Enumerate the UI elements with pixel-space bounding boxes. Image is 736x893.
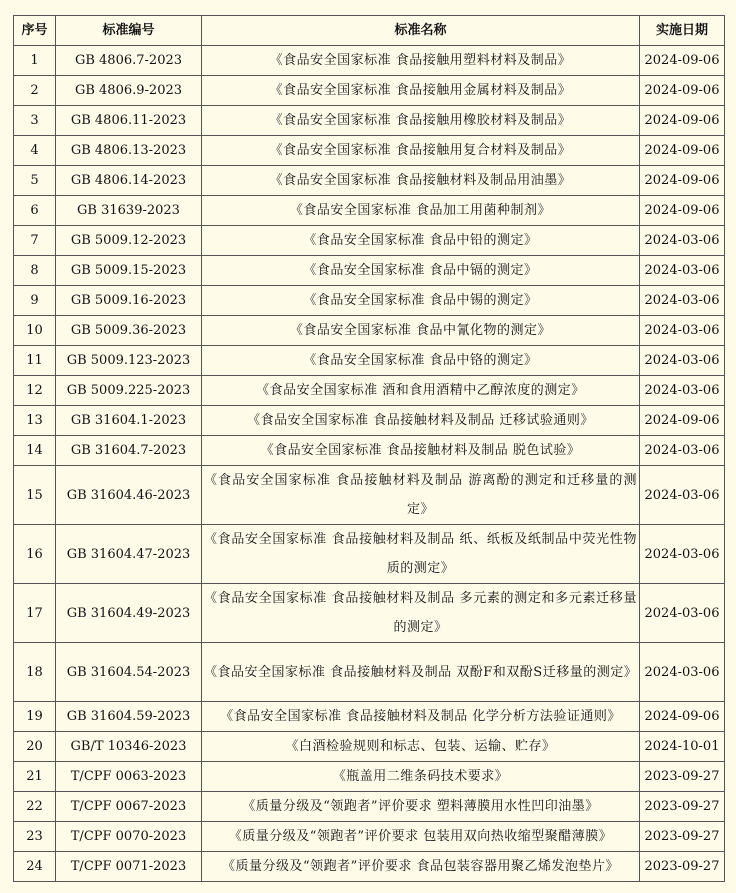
row-no: 7	[14, 226, 56, 256]
row-no: 19	[14, 702, 56, 732]
row-name: 《食品安全国家标准 食品接触材料及制品 迁移试验通则》	[202, 406, 640, 436]
row-date: 2024-03-06	[640, 316, 725, 346]
row-code: GB/T 10346-2023	[56, 732, 202, 762]
table-row	[14, 196, 725, 226]
row-name: 《食品安全国家标准 食品接触材料及制品 脱色试验》	[202, 436, 640, 466]
row-no: 2	[14, 76, 56, 106]
row-name: 《质量分级及“领跑者”评价要求 塑料薄膜用水性凹印油墨》	[202, 792, 640, 822]
row-name: 《食品安全国家标准 食品接触材料及制品用油墨》	[202, 166, 640, 196]
row-name: 《食品安全国家标准 食品接触用金属材料及制品》	[202, 76, 640, 106]
row-no: 14	[14, 436, 56, 466]
table-row	[14, 436, 725, 466]
row-no: 1	[14, 46, 56, 76]
row-date: 2024-10-01	[640, 732, 725, 762]
table-body	[14, 46, 725, 882]
row-code: GB 5009.15-2023	[56, 256, 202, 286]
row-name: 《食品安全国家标准 食品接触用塑料材料及制品》	[202, 46, 640, 76]
row-name: 《食品安全国家标准 食品中镉的测定》	[202, 256, 640, 286]
row-date: 2024-03-06	[640, 256, 725, 286]
row-date: 2024-03-06	[640, 466, 725, 525]
row-code: GB 5009.36-2023	[56, 316, 202, 346]
row-name: 《食品安全国家标准 酒和食用酒精中乙醇浓度的测定》	[202, 376, 640, 406]
row-date: 2024-03-06	[640, 643, 725, 702]
row-date: 2024-03-06	[640, 584, 725, 643]
table-row	[14, 525, 725, 584]
row-date: 2024-03-06	[640, 226, 725, 256]
table-row	[14, 346, 725, 376]
row-code: T/CPF 0070-2023	[56, 822, 202, 852]
row-no: 9	[14, 286, 56, 316]
row-code: GB 31604.1-2023	[56, 406, 202, 436]
row-no: 21	[14, 762, 56, 792]
row-code: GB 31604.47-2023	[56, 525, 202, 584]
row-name: 《食品安全国家标准 食品接触材料及制品 化学分析方法验证通则》	[202, 702, 640, 732]
table-row	[14, 46, 725, 76]
table-row	[14, 466, 725, 525]
row-name: 《食品安全国家标准 食品中氰化物的测定》	[202, 316, 640, 346]
row-no: 10	[14, 316, 56, 346]
table-row	[14, 732, 725, 762]
row-date: 2023-09-27	[640, 792, 725, 822]
row-no: 16	[14, 525, 56, 584]
header-code: 标准编号	[56, 16, 202, 46]
standards-table	[13, 15, 725, 882]
row-date: 2024-03-06	[640, 376, 725, 406]
table-row	[14, 643, 725, 702]
row-name: 《瓶盖用二维条码技术要求》	[202, 762, 640, 792]
row-no: 20	[14, 732, 56, 762]
row-no: 15	[14, 466, 56, 525]
row-date: 2024-09-06	[640, 166, 725, 196]
row-code: GB 4806.11-2023	[56, 106, 202, 136]
row-code: T/CPF 0063-2023	[56, 762, 202, 792]
row-no: 18	[14, 643, 56, 702]
row-code: GB 31604.49-2023	[56, 584, 202, 643]
row-date: 2024-09-06	[640, 136, 725, 166]
table-row	[14, 584, 725, 643]
row-no: 4	[14, 136, 56, 166]
row-date: 2024-03-06	[640, 525, 725, 584]
header-no: 序号	[14, 16, 56, 46]
row-code: GB 5009.12-2023	[56, 226, 202, 256]
row-code: GB 5009.16-2023	[56, 286, 202, 316]
row-code: GB 31604.59-2023	[56, 702, 202, 732]
table-row	[14, 702, 725, 732]
row-no: 3	[14, 106, 56, 136]
table-row	[14, 166, 725, 196]
table-row	[14, 792, 725, 822]
row-no: 11	[14, 346, 56, 376]
row-code: GB 5009.123-2023	[56, 346, 202, 376]
table-row	[14, 286, 725, 316]
row-code: GB 4806.14-2023	[56, 166, 202, 196]
table-row	[14, 316, 725, 346]
row-name: 《食品安全国家标准 食品中锡的测定》	[202, 286, 640, 316]
row-code: GB 5009.225-2023	[56, 376, 202, 406]
row-name: 《食品安全国家标准 食品接触材料及制品 多元素的测定和多元素迁移量的测定》	[202, 584, 640, 643]
row-name: 《食品安全国家标准 食品接触材料及制品 游离酚的测定和迁移量的测定》	[202, 466, 640, 525]
row-name: 《食品安全国家标准 食品中铅的测定》	[202, 226, 640, 256]
row-code: GB 4806.13-2023	[56, 136, 202, 166]
table-row	[14, 106, 725, 136]
row-code: GB 4806.7-2023	[56, 46, 202, 76]
row-date: 2024-09-06	[640, 406, 725, 436]
row-name: 《食品安全国家标准 食品接触材料及制品 双酚F和双酚S迁移量的测定》	[202, 643, 640, 702]
row-date: 2024-09-06	[640, 46, 725, 76]
row-code: GB 31639-2023	[56, 196, 202, 226]
table-row	[14, 762, 725, 792]
table-row	[14, 136, 725, 166]
row-code: GB 31604.54-2023	[56, 643, 202, 702]
row-name: 《食品安全国家标准 食品加工用菌种制剂》	[202, 196, 640, 226]
row-date: 2024-09-06	[640, 76, 725, 106]
table-row	[14, 822, 725, 852]
table-row	[14, 852, 725, 882]
table-row	[14, 376, 725, 406]
row-date: 2024-03-06	[640, 286, 725, 316]
row-name: 《食品安全国家标准 食品接触用复合材料及制品》	[202, 136, 640, 166]
row-no: 22	[14, 792, 56, 822]
row-no: 12	[14, 376, 56, 406]
row-name: 《食品安全国家标准 食品接触材料及制品 纸、纸板及纸制品中荧光性物质的测定》	[202, 525, 640, 584]
table-row	[14, 256, 725, 286]
row-name: 《白酒检验规则和标志、包装、运输、贮存》	[202, 732, 640, 762]
row-no: 17	[14, 584, 56, 643]
row-date: 2023-09-27	[640, 852, 725, 882]
row-no: 13	[14, 406, 56, 436]
header-row	[14, 16, 725, 46]
header-date: 实施日期	[640, 16, 725, 46]
row-no: 23	[14, 822, 56, 852]
row-date: 2023-09-27	[640, 822, 725, 852]
row-code: T/CPF 0071-2023	[56, 852, 202, 882]
row-no: 24	[14, 852, 56, 882]
table-row	[14, 226, 725, 256]
row-code: GB 4806.9-2023	[56, 76, 202, 106]
row-no: 5	[14, 166, 56, 196]
row-date: 2024-03-06	[640, 346, 725, 376]
row-code: GB 31604.46-2023	[56, 466, 202, 525]
row-code: T/CPF 0067-2023	[56, 792, 202, 822]
row-date: 2024-03-06	[640, 436, 725, 466]
row-code: GB 31604.7-2023	[56, 436, 202, 466]
row-name: 《质量分级及“领跑者”评价要求 包装用双向热收缩型聚醋薄膜》	[202, 822, 640, 852]
row-date: 2024-09-06	[640, 196, 725, 226]
table-row	[14, 76, 725, 106]
row-date: 2024-09-06	[640, 702, 725, 732]
row-no: 8	[14, 256, 56, 286]
row-date: 2023-09-27	[640, 762, 725, 792]
row-name: 《食品安全国家标准 食品接触用橡胶材料及制品》	[202, 106, 640, 136]
row-name: 《食品安全国家标准 食品中铬的测定》	[202, 346, 640, 376]
row-name: 《质量分级及“领跑者”评价要求 食品包装容器用聚乙烯发泡垫片》	[202, 852, 640, 882]
row-date: 2024-09-06	[640, 106, 725, 136]
table-row	[14, 406, 725, 436]
header-name: 标准名称	[202, 16, 640, 46]
row-no: 6	[14, 196, 56, 226]
